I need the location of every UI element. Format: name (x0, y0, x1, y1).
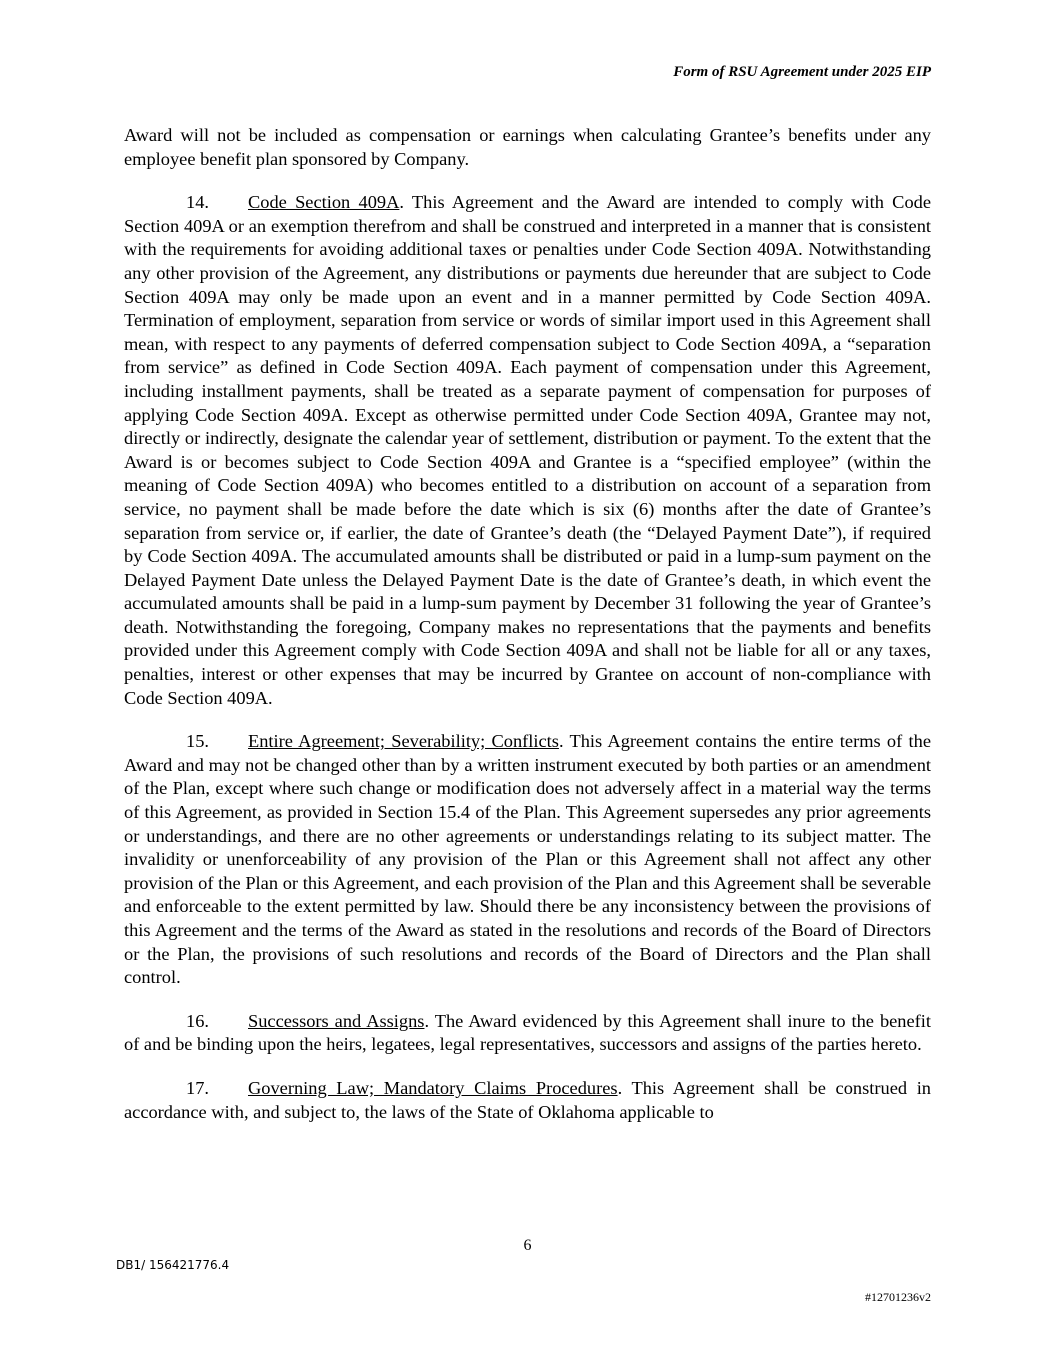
section-number: 17. (186, 1077, 209, 1098)
section-title: Code Section 409A (248, 192, 400, 213)
document-id: DB1/ 156421776.4 (116, 1258, 230, 1272)
section-title: Successors and Assigns (248, 1010, 425, 1031)
page-number: 6 (523, 1237, 532, 1254)
section-number: 16. (186, 1010, 209, 1031)
section-16 (124, 1010, 931, 1057)
section-title: Governing Law; Mandatory Claims Procedures (248, 1077, 618, 1098)
section-14 (124, 191, 931, 710)
document-body (124, 124, 931, 1144)
section-body: . This Agreement shall be construed in accordance with, and subject to, the laws of the State of Oklahoma applicable to (124, 1077, 932, 1122)
document-header: Form of RSU Agreement under 2025 EIP (673, 64, 931, 80)
section-body: . This Agreement contains the entire terms of the Award and may not be changed other than by a written instrument executed by both parties or an amendment of the Plan, except where such change or modification does not adversely affect in a material way the terms of this Agreement, as provided in Section 15.4 of the Plan. This Agreement supersedes any prior agreements or understandings, and there are no other agreements or understandings relating to its subject matter. The invalidity or unenforceability of any provision of the Plan or this Agreement shall not affect any other provision of the Plan or this Agreement, and each provision of the Plan and this Agreement shall be severable and enforceable to the extent permitted by law. Should there be any inconsistency between the provisions of this Agreement and the terms of the Award as stated in the resolutions and records of the Board of Directors or the Plan, the provisions of such resolutions and records of the Board of Directors and the Plan shall control. (124, 731, 931, 988)
section-17 (124, 1077, 931, 1124)
intro-paragraph: Award will not be included as compensation or earnings when calculating Grantee’s benefits under any employee benefit plan sponsored by Company. (124, 125, 931, 169)
section-body: . The Award evidenced by this Agreement shall inure to the benefit of and be binding upon the heirs, legatees, legal representatives, successors and assigns of the parties hereto. (124, 1010, 932, 1055)
section-15 (124, 730, 931, 990)
section-number: 14. (186, 192, 209, 213)
section-body: . This Agreement and the Award are intended to comply with Code Section 409A or an exemption therefrom and shall be construed and interpreted in a manner that is consistent with the requirements for avoiding additional taxes or penalties under Code Section 409A. Notwithstanding any other provision of the Agreement, any distributions or payments due hereunder that are subject to Code Section 409A may only be made upon an event and in a manner permitted by Code Section 409A. Termination of employment, separation from service or words of similar import used in this Agreement shall mean, with respect to any payments of deferred compensation subject to Code Section 409A, a “separation from service” as defined in Code Section 409A. Each payment of compensation under this Agreement, including installment payments, shall be treated as a separate payment of compensation for purposes of applying Code Section 409A. Except as otherwise permitted under Code Section 409A, Grantee may not, directly or indirectly, designate the calendar year of settlement, distribution or payment. To the extent that the Award is or becomes subject to Code Section 409A and Grantee is a “specified employee” (within the meaning of Code Section 409A) who becomes entitled to a distribution on account of a separation from service, no payment shall be made before the date which is six (6) months after the date of Grantee’s separation from service or, if earlier, the date of Grantee’s death (the “Delayed Payment Date”), if required by Code Section 409A. The accumulated amounts shall be distributed or paid in a lump-sum payment on the Delayed Payment Date unless the Delayed Payment Date is the date of Grantee’s death, in which event the accumulated amounts shall be paid in a lump-sum payment by December 31 following the year of Grantee’s death. Notwithstanding the foregoing, Company makes no representations that the payments and benefits provided under this Agreement comply with Code Section 409A and shall not be liable for all or any taxes, penalties, interest or other expenses that may be incurred by Grantee on account of non-compliance with Code Section 409A. (124, 192, 931, 708)
section-number: 15. (186, 731, 209, 752)
version-id: #12701236v2 (865, 1290, 931, 1304)
section-title: Entire Agreement; Severability; Conflicts (248, 731, 559, 752)
